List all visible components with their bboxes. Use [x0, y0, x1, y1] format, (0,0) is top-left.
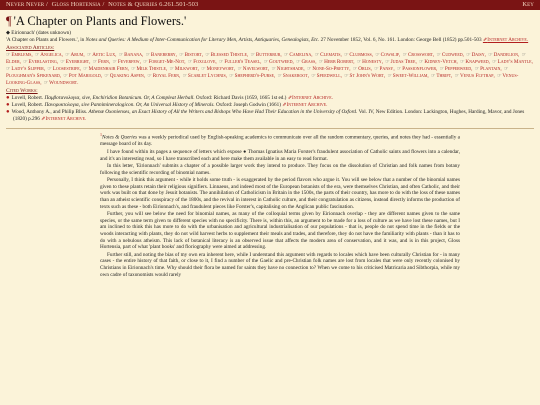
hand-pointer-icon: ☞ — [112, 60, 117, 65]
body-text: was a weekly periodical used by English-speaking academics to communicate over all the random commentary, queries, and notes they had - essentially a message board of its day. — [100, 134, 460, 148]
breadcrumb-separator: / — [45, 1, 48, 8]
associated-article-link[interactable]: Emblems, — [11, 52, 33, 58]
associated-article-link[interactable]: Pansy, — [379, 66, 395, 72]
breadcrumb-never-never[interactable]: Never Never — [6, 1, 45, 8]
associated-article-link[interactable]: Bistort, — [184, 52, 204, 58]
hand-pointer-icon: ☞ — [454, 74, 459, 79]
hand-pointer-icon: ☞ — [179, 53, 184, 58]
hand-pointer-icon: ☞ — [6, 53, 11, 58]
hand-pointer-icon: ☞ — [419, 60, 424, 65]
associated-article-link[interactable]: Knapweed, — [465, 59, 490, 65]
hand-pointer-icon: ☞ — [118, 53, 124, 58]
hand-pointer-icon: ☞ — [229, 74, 234, 79]
hand-pointer-icon: ☞ — [219, 60, 224, 65]
associated-article-link[interactable]: Snakeroot, — [282, 73, 310, 79]
associated-article-link[interactable]: Arum, — [70, 52, 85, 58]
cited-works-heading: Cited Works: — [6, 88, 38, 94]
body-lead: Notes & Queries — [102, 134, 138, 141]
hand-pointer-icon: ☞ — [92, 60, 98, 65]
associated-article-link[interactable]: Venus Flytrap, — [459, 73, 495, 79]
associated-article-link[interactable]: Cowslip, — [380, 52, 401, 58]
associated-article-link[interactable]: None-So-Pretty, — [312, 66, 351, 72]
hand-pointer-icon: ☞ — [237, 67, 242, 72]
bullet-icon: ● — [6, 102, 10, 108]
hand-pointer-icon: ☞ — [6, 67, 11, 72]
hand-pointer-icon: ☞ — [344, 53, 349, 58]
body-paragraph — [100, 163, 460, 176]
associated-article-link[interactable]: Cudweed, — [441, 52, 464, 58]
hand-pointer-icon: ☞ — [284, 53, 289, 58]
associated-article-link[interactable]: Scarlet Lychnis, — [187, 73, 227, 79]
breadcrumb-gloss-hortensia[interactable]: Gloss Hortensia — [51, 1, 101, 8]
hand-pointer-icon: ☞ — [250, 53, 255, 58]
cited-work-item — [6, 95, 534, 102]
hand-pointer-icon: ☞ — [147, 74, 152, 79]
associated-article-link[interactable]: Grass, — [301, 59, 317, 65]
associated-article-link[interactable]: Fuller's Teasel, — [224, 59, 262, 65]
hand-pointer-icon: ☞ — [86, 53, 92, 58]
associated-article-link[interactable]: Royal Fern, — [152, 73, 181, 79]
body-paragraph — [100, 177, 460, 210]
bullet-icon: ● — [6, 95, 10, 101]
associated-article-link[interactable]: Banana, — [124, 52, 144, 58]
associated-article-link[interactable]: Forget-Me-Not, — [148, 59, 186, 65]
hand-pointer-icon: ☞ — [474, 67, 480, 72]
associated-article-link[interactable]: Quaking Aspen, — [109, 73, 146, 79]
associated-article-link[interactable]: Shepherd's-Purse, — [234, 73, 276, 79]
hand-pointer-icon: ☞ — [466, 53, 471, 58]
hand-pointer-icon: ☞ — [352, 67, 358, 72]
hand-pointer-icon: ☞ — [311, 74, 316, 79]
cited-title: Athenæ Oxonienses, an Exact History of All the Writers and Bishops Who Have Had Their Education in the University of Oxford. — [88, 109, 359, 115]
hand-pointer-icon: ☞ — [314, 53, 320, 58]
footnote-marker[interactable]: 1 — [100, 132, 102, 137]
associated-article-link[interactable]: Aetic Lux, — [92, 52, 117, 58]
body-paragraph — [100, 211, 460, 251]
top-navigation-bar — [0, 0, 540, 10]
hand-pointer-icon: ☞ — [201, 67, 206, 72]
associated-article-link[interactable]: Lady's Slipper, — [11, 66, 46, 72]
body-paragraph — [100, 252, 460, 278]
associated-article-link[interactable]: Milk Thistle, — [136, 66, 168, 72]
associated-article-link[interactable]: Nightshade, — [276, 66, 305, 72]
hand-pointer-icon: ☞ — [277, 74, 282, 79]
associated-article-link[interactable]: Clematis, — [320, 52, 342, 58]
hand-pointer-icon: ☞ — [205, 53, 210, 58]
hand-pointer-icon: ☞ — [143, 60, 148, 65]
hand-pointer-icon: ☞ — [65, 53, 70, 58]
hand-pointer-icon: ☞ — [47, 67, 52, 72]
associated-article-link[interactable]: Moneywort, — [206, 66, 236, 72]
body-paragraph — [100, 132, 460, 148]
associated-article-link[interactable]: Sweet-William, — [392, 73, 429, 79]
hand-pointer-icon: ☞ — [396, 67, 402, 72]
hand-pointer-icon: ☞ — [431, 74, 436, 79]
associated-article-link[interactable]: Fern, — [98, 59, 111, 65]
associated-article-link[interactable]: Navelwort, — [242, 66, 270, 72]
cited-work-item — [6, 109, 534, 123]
internet-archive-link[interactable]: ⇗Internet Archive. — [282, 102, 328, 108]
key-link[interactable]: Key — [522, 1, 534, 8]
associated-article-link[interactable]: Baneberry, — [150, 52, 177, 58]
associated-article-link[interactable]: Honesty, — [362, 59, 383, 65]
hand-pointer-icon: ☞ — [83, 67, 88, 72]
hand-pointer-icon: ☞ — [296, 60, 301, 65]
associated-article-link[interactable]: Orlis, — [358, 66, 372, 72]
associated-article-link[interactable]: Milkwort, — [174, 66, 199, 72]
hand-pointer-icon: ☞ — [460, 60, 465, 65]
hand-pointer-icon: ☞ — [375, 53, 380, 58]
hand-pointer-icon: ☞ — [169, 67, 174, 72]
associated-article-link[interactable]: Butterbur, — [255, 52, 282, 58]
external-link-icon[interactable]: ⇗Internet Archive. — [482, 37, 529, 43]
hand-pointer-icon: ☞ — [402, 53, 407, 58]
hand-pointer-icon: ☞ — [492, 60, 497, 65]
hand-pointer-icon: ☞ — [318, 60, 324, 65]
hand-pointer-icon: ☞ — [43, 81, 49, 86]
associated-article-link[interactable]: Plantain, — [480, 66, 502, 72]
divider — [6, 128, 534, 129]
associated-article-link[interactable]: Goutweed, — [269, 59, 294, 65]
hand-pointer-icon: ☞ — [436, 53, 441, 58]
cited-author: Lovell, Robert. — [11, 95, 45, 101]
associated-article-link[interactable]: Ploughman's Spikenard, — [6, 73, 62, 79]
hand-pointer-icon: ☞ — [104, 74, 109, 79]
hand-pointer-icon: ☞ — [385, 60, 390, 65]
hand-pointer-icon: ☞ — [307, 67, 312, 72]
associated-article-link[interactable]: Loosestrife, — [52, 66, 81, 72]
associated-article-link[interactable]: Kidney-Vetch, — [424, 59, 458, 65]
body-text: I have found within its pages a sequence of letters which expose ● Thomas Ignatius Maria Forster's fraudulent association of Catholic saints and flowers into a calendar, and it's an interesting read, so I have transcribed each and here make them available in an easy to read format. — [100, 148, 460, 162]
body-paragraph — [100, 149, 460, 162]
hand-pointer-icon: ☞ — [504, 67, 509, 72]
hand-pointer-icon: ☞ — [271, 67, 276, 72]
associated-article-link[interactable]: Pepperweed, — [444, 66, 473, 72]
associated-article-link[interactable]: Everlasting, — [28, 59, 59, 65]
hand-pointer-icon: ☞ — [60, 60, 65, 65]
associated-article-link[interactable]: Blessed Thistle, — [210, 52, 249, 58]
associated-article-link[interactable]: Elder, — [6, 59, 21, 65]
breadcrumb — [6, 0, 198, 10]
associated-article-link[interactable]: Lady's Mantle, — [497, 59, 533, 65]
pilcrow-icon: ¶ — [6, 14, 12, 28]
internet-archive-link[interactable]: ⇗Internet Archive. — [41, 116, 87, 122]
cited-work-item — [6, 102, 534, 109]
associated-article-link[interactable]: Herb Robert, — [324, 59, 355, 65]
associated-article-link[interactable]: Speedwell, — [316, 73, 342, 79]
cited-publisher: Oxford: Joseph Godwin (1661) — [215, 102, 283, 108]
associated-article-link[interactable]: Judas Tree, — [390, 59, 417, 65]
body-text: Further, you will see below the need for binomial names, as many of the colloquial terms given by Eirionnach overlap - they are different names given to the same species, or the same term given to different species with no specificity. There is, within this, an argument to be made for a loss of culture as we have lost these names, but I am inclined to think this has more to do with the urbanisation and agricultural industrialisation of our populations - that is, people do not spend time in the fields or the woods interacting with plants, they do not wild harvest herbs to supplement their meals and trades, and therefore, they do not have the familiarity with plants - than it has to do with a nebulous atheism. This lack of botanical literacy is an observed issue that affects the modern area of conservation, and it was, and is in this project, Gloss Hortensia, part of what 'plant books' and floriography were aimed at addressing. — [100, 211, 460, 251]
hand-pointer-icon: ☞ — [356, 60, 362, 65]
cited-publisher: Vol. IV, New Edition. London: Lackington, Hughes, Harding, Mavor, and Jones (1820) p.296 — [13, 109, 525, 122]
associated-article-link[interactable]: Pot Marigold, — [68, 73, 103, 79]
body-text: Personally, I think this argument - while it holds some truth - is exaggerated by the period flavors who argue it. You will see below that a number of the binomial names given to these plants retain their religious signifiers. Linnaeus, and indeed most of the European botanists of the era, were themselves Christian, and often Catholic, and their work was built on that done by Jesuit botanists. The annihilation of Catholicism in Britain in the 1500s, the parts of their country, has more to do with the loss of these names than an atheist scientific conspiracy of the 1800s, and the revival in interest in Catholic culture, and their congratulation as citizens, instead directly informs the production of texts such as these - both Eirionnach's, and fraudulent pieces like Forster's, capitalising on the Anglican public fascination. — [100, 177, 460, 210]
associated-article-link[interactable]: Daisy, — [471, 52, 486, 58]
bullet-icon: ● — [6, 109, 10, 115]
associated-article-link[interactable]: Crosswort, — [407, 52, 435, 58]
hand-pointer-icon: ☞ — [439, 67, 444, 72]
associated-article-link[interactable]: Woundwort. — [49, 80, 79, 86]
cited-title: Πανορυκτολογια, sive Pannimineralogicon. Or, An Universal History of Minerals. — [44, 102, 216, 108]
associated-article-link[interactable]: Thrift, — [436, 73, 453, 79]
hand-pointer-icon: ☞ — [63, 74, 68, 79]
hand-pointer-icon: ☞ — [187, 60, 193, 65]
associated-article-link[interactable]: Foxglove, — [193, 59, 217, 65]
internet-archive-link[interactable]: ⇗Internet Archive. — [287, 95, 333, 101]
associated-article-link[interactable]: Maidenhair Fern, — [88, 66, 129, 72]
hand-pointer-icon: ☞ — [263, 60, 268, 65]
hand-pointer-icon: ☞ — [344, 74, 349, 79]
body-text: In this letter, 'Eirionnach' submits a chapter of a possible larger work they intend to produce. They focus on the dissolution of Christian and folk names from botany following the scientific recording of binomial names. — [100, 163, 460, 176]
associated-article-link[interactable]: Feverfew, — [117, 59, 141, 65]
publication-info: 'A Chapter on Plants and Flowers.', in Notes and Queries: A Medium of Inter-Communication for Literary Men, Artists, Antiquaries, Genealogists, Etc. 27 November 1852, Vol. 6, No. 161. London: George Bell (1852) pp.501-503 ⇗Internet Archive. — [6, 37, 529, 43]
hand-pointer-icon: ☞ — [23, 60, 28, 65]
hand-pointer-icon: ☞ — [34, 53, 40, 58]
page-title: ¶ 'A Chapter on Plants and Flowers.' — [6, 14, 187, 28]
cited-author: Lovell, Robert. — [11, 102, 45, 108]
hand-pointer-icon: ☞ — [131, 67, 136, 72]
article-body — [100, 132, 460, 278]
cited-publisher: Oxford: Richard Davis (1659, 1665 1st ed.) — [195, 95, 288, 101]
hand-pointer-icon: ☞ — [374, 67, 379, 72]
hand-pointer-icon: ☞ — [497, 74, 502, 79]
cited-title: Παμβοτανολογια, sive, Enchiridion Botanicum. Or, A Compleat Herball. — [44, 95, 196, 101]
associated-article-link[interactable]: Camelina, — [289, 52, 313, 58]
associated-article-link[interactable]: Dandelion, — [493, 52, 520, 58]
cited-works-list — [6, 95, 534, 123]
hand-pointer-icon: ☞ — [182, 74, 187, 79]
associated-article-link[interactable]: St John's Wort, — [349, 73, 386, 79]
associated-article-link[interactable]: Clubmoss, — [349, 52, 374, 58]
associated-article-link[interactable]: Angelica, — [40, 52, 63, 58]
associated-article-link[interactable]: Venus-Looking-Glass, — [6, 73, 519, 86]
cited-author: Wood, Anthony A., and Philip Bliss. — [11, 109, 89, 115]
associated-articles-list — [6, 52, 534, 87]
hand-pointer-icon: ☞ — [521, 53, 526, 58]
body-text: Further still, and noting the bias of my own era inherent here, while I understand this argument with regards to locales which have been culturally Christian for - in many cases - the entire history of that faith, or close to it, I find a number of the Gaelic and pre-Christian folk names are lost from locales that were only recently colonised by Christians in Eirionnach's time. Why should their flora be named for saints they have no connection to? When we come to his criticised Matricaria and Sibthorpia, while my own cadre of taxonomists would rarely — [100, 251, 460, 278]
author-line: ◆ Eirionnach' (dates unknown) — [6, 30, 72, 36]
associated-articles-heading: Associated Articles: — [6, 45, 55, 51]
breadcrumb-separator: / — [102, 1, 105, 8]
hand-pointer-icon: ☞ — [387, 74, 392, 79]
hand-pointer-icon: ☞ — [145, 53, 150, 58]
associated-article-link[interactable]: Passionflower, — [402, 66, 438, 72]
hand-pointer-icon: ☞ — [488, 53, 493, 58]
breadcrumb-current-page[interactable]: Notes & Queries 6.261.501-503 — [108, 1, 199, 8]
associated-article-link[interactable]: Eyebright, — [65, 59, 91, 65]
